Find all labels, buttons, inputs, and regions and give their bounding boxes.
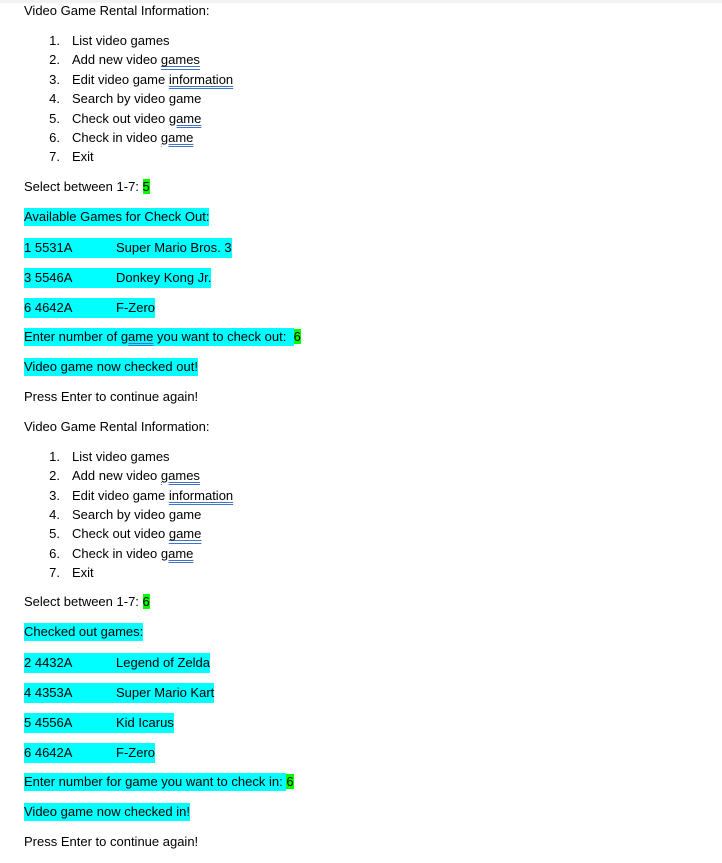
choice-value: 5 <box>142 178 150 194</box>
select-prompt: Select between 1-7: 6 <box>24 594 150 610</box>
menu-item-checkout: 5. Check out video game <box>24 110 714 129</box>
continue-prompt: Press Enter to continue again! <box>24 388 199 404</box>
game-row: 1 5531A Super Mario Bros. 3 <box>24 238 714 258</box>
game-row: 6 4642A F-Zero <box>24 743 714 763</box>
spellcheck-word: games <box>160 52 200 68</box>
menu-list <box>24 448 714 584</box>
menu-item-edit: 3. Edit video game information <box>24 71 714 90</box>
menu-list <box>24 32 714 168</box>
spellcheck-word: game <box>168 526 202 542</box>
checkin-value: 6 <box>286 774 294 790</box>
select-prompt: Select between 1-7: 5 <box>24 178 150 194</box>
spellcheck-word: information <box>168 487 234 503</box>
menu-item-list: 1. List video games <box>49 448 170 464</box>
menu-item-checkout: 5. Check out video game <box>24 525 714 544</box>
menu-item-checkin: 6. Check in video game <box>24 129 714 148</box>
menu-item-add: 2. Add new video games <box>24 51 714 70</box>
menu-item-exit: 7. Exit <box>49 565 94 581</box>
menu-heading: Video Game Rental Information: <box>24 418 210 434</box>
game-row: 5 4556A Kid Icarus <box>24 713 714 733</box>
menu-item-list: 1. List video games <box>49 33 170 48</box>
spellcheck-word: game <box>120 328 154 344</box>
checkout-result: Video game now checked out! <box>24 358 198 374</box>
available-games-header: Available Games for Check Out: <box>24 208 210 224</box>
spellcheck-word: game <box>160 129 194 145</box>
menu-item-add: 2. Add new video games <box>24 467 714 486</box>
game-row: 3 5546A Donkey Kong Jr. <box>24 268 714 288</box>
spellcheck-word: game <box>160 545 194 561</box>
spellcheck-word: information <box>168 71 234 87</box>
continue-prompt: Press Enter to continue again! <box>24 834 199 850</box>
game-row: 6 4642A F-Zero <box>24 298 714 318</box>
game-row: 4 4353A Super Mario Kart <box>24 683 714 703</box>
game-row: 2 4432A Legend of Zelda <box>24 653 714 673</box>
spellcheck-word: games <box>160 468 200 484</box>
menu-item-exit: 7. Exit <box>49 149 94 165</box>
menu-item-search: 4. Search by video game <box>49 91 202 107</box>
spellcheck-word: game <box>168 110 202 126</box>
document-page <box>24 2 714 863</box>
checkout-value: 6 <box>293 328 301 344</box>
menu-item-checkin: 6. Check in video game <box>24 545 714 564</box>
checked-out-header: Checked out games: <box>24 624 144 640</box>
menu-item-edit: 3. Edit video game information <box>24 487 714 506</box>
choice-value: 6 <box>142 594 150 610</box>
menu-heading: Video Game Rental Information: <box>24 3 210 18</box>
checkin-result: Video game now checked in! <box>24 804 190 820</box>
checkin-prompt: Enter number for game you want to check in: 6 <box>24 774 294 790</box>
checkout-prompt: Enter number of game you want to check out: 6 <box>24 328 301 344</box>
menu-item-search: 4. Search by video game <box>49 506 202 522</box>
